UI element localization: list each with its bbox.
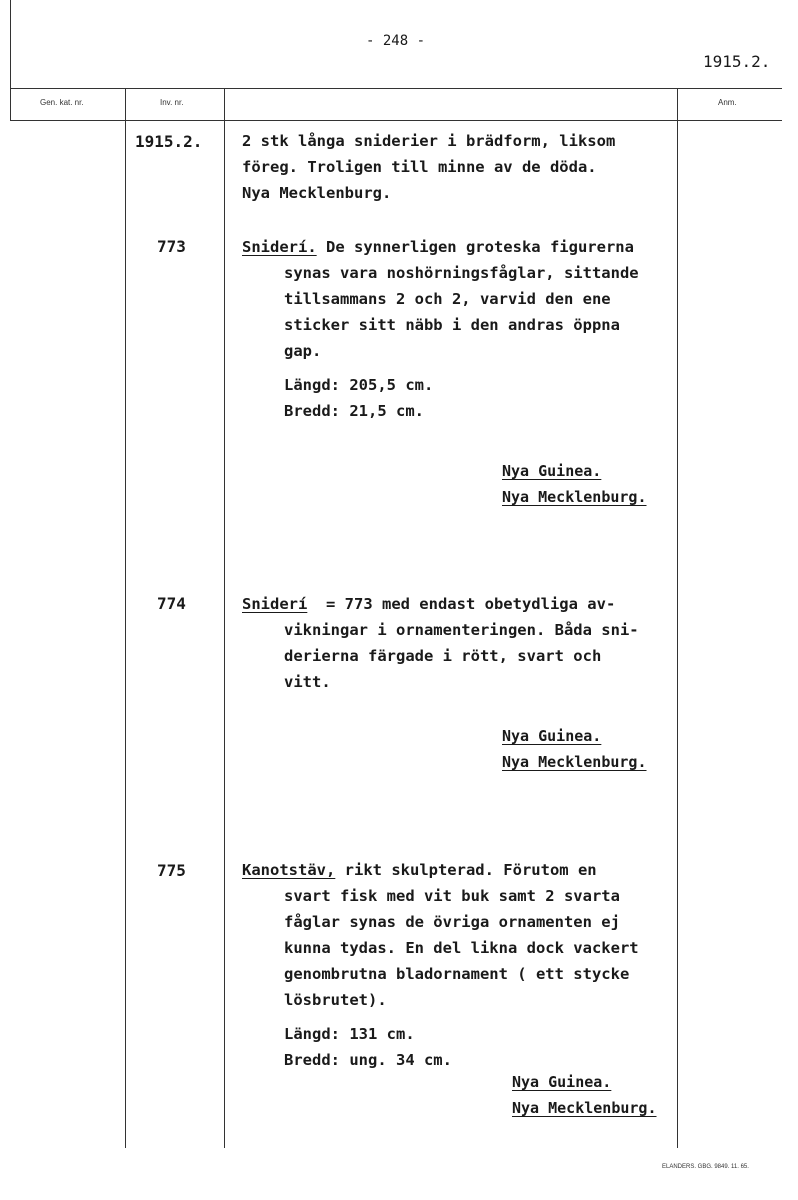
entry-text	[242, 857, 639, 1073]
rule-text-anm	[677, 88, 678, 1148]
text-line: kunna tydas. En del likna dock vackert	[284, 939, 639, 957]
entry-text	[242, 591, 639, 695]
printer-imprint: ELANDERS. GBG. 9849. 11. 65.	[662, 1164, 749, 1170]
year-corner: 1915.2.	[703, 52, 771, 71]
rule-gen-inv	[125, 88, 126, 1148]
text-line: derierna färgade i rött, svart och	[284, 647, 602, 665]
location-line: Nya Mecklenburg.	[502, 488, 647, 506]
inv-number: 1915.2.	[135, 132, 203, 151]
location-line: Nya Mecklenburg.	[502, 753, 647, 771]
text-line: genombrutna bladornament ( ett stycke	[284, 965, 630, 983]
location-line: Nya Guinea.	[512, 1073, 612, 1091]
column-header-inv: Inv. nr.	[160, 98, 184, 107]
text-line: fåglar synas de övriga ornamenten ej	[284, 913, 620, 931]
entry-head: Sniderí.	[242, 238, 317, 256]
location-block	[502, 723, 647, 775]
location-line: Nya Guinea.	[502, 462, 602, 480]
column-header-gen: Gen. kat. nr.	[40, 98, 84, 107]
measure-line: Längd: 131 cm.	[284, 1025, 415, 1043]
text-line: = 773 med endast obetydliga av-	[307, 595, 616, 613]
location-line: Nya Guinea.	[502, 727, 602, 745]
text-line: svart fisk med vit buk samt 2 svarta	[284, 887, 620, 905]
text-line: synas vara noshörningsfåglar, sittande	[284, 264, 639, 282]
page-number: - 248 -	[366, 33, 426, 49]
text-line: föreg. Troligen till minne av de döda.	[242, 158, 597, 176]
measure-line: Bredd: 21,5 cm.	[284, 402, 424, 420]
left-rule	[10, 0, 11, 121]
text-line: vitt.	[284, 673, 331, 691]
entry-head: Sniderí	[242, 595, 308, 613]
text-line: tillsammans 2 och 2, varvid den ene	[284, 290, 611, 308]
location-block	[502, 458, 647, 510]
text-line: Nya Mecklenburg.	[242, 184, 392, 202]
entry-text	[242, 128, 615, 206]
rule-inv-text	[224, 88, 225, 1148]
text-line: sticker sitt näbb i den andras öppna	[284, 316, 620, 334]
text-line: gap.	[284, 342, 322, 360]
measure-line: Bredd: ung. 34 cm.	[284, 1051, 452, 1069]
text-line: lösbrutet).	[284, 991, 387, 1009]
inv-number: 775	[157, 861, 186, 880]
entry-head: Kanotstäv,	[242, 861, 336, 879]
entry-text	[242, 234, 639, 424]
location-line: Nya Mecklenburg.	[512, 1099, 657, 1117]
text-line: rikt skulpterad. Förutom en	[335, 861, 597, 879]
text-line: De synnerligen groteska figurerna	[316, 238, 634, 256]
column-header-anm: Anm.	[718, 98, 737, 107]
location-block	[512, 1069, 657, 1121]
inv-number: 773	[157, 237, 186, 256]
text-line: vikningar i ornamenteringen. Båda sni-	[284, 621, 639, 639]
measure-line: Längd: 205,5 cm.	[284, 376, 434, 394]
inv-number: 774	[157, 594, 186, 613]
text-line: 2 stk långa sniderier i brädform, liksom	[242, 132, 616, 150]
